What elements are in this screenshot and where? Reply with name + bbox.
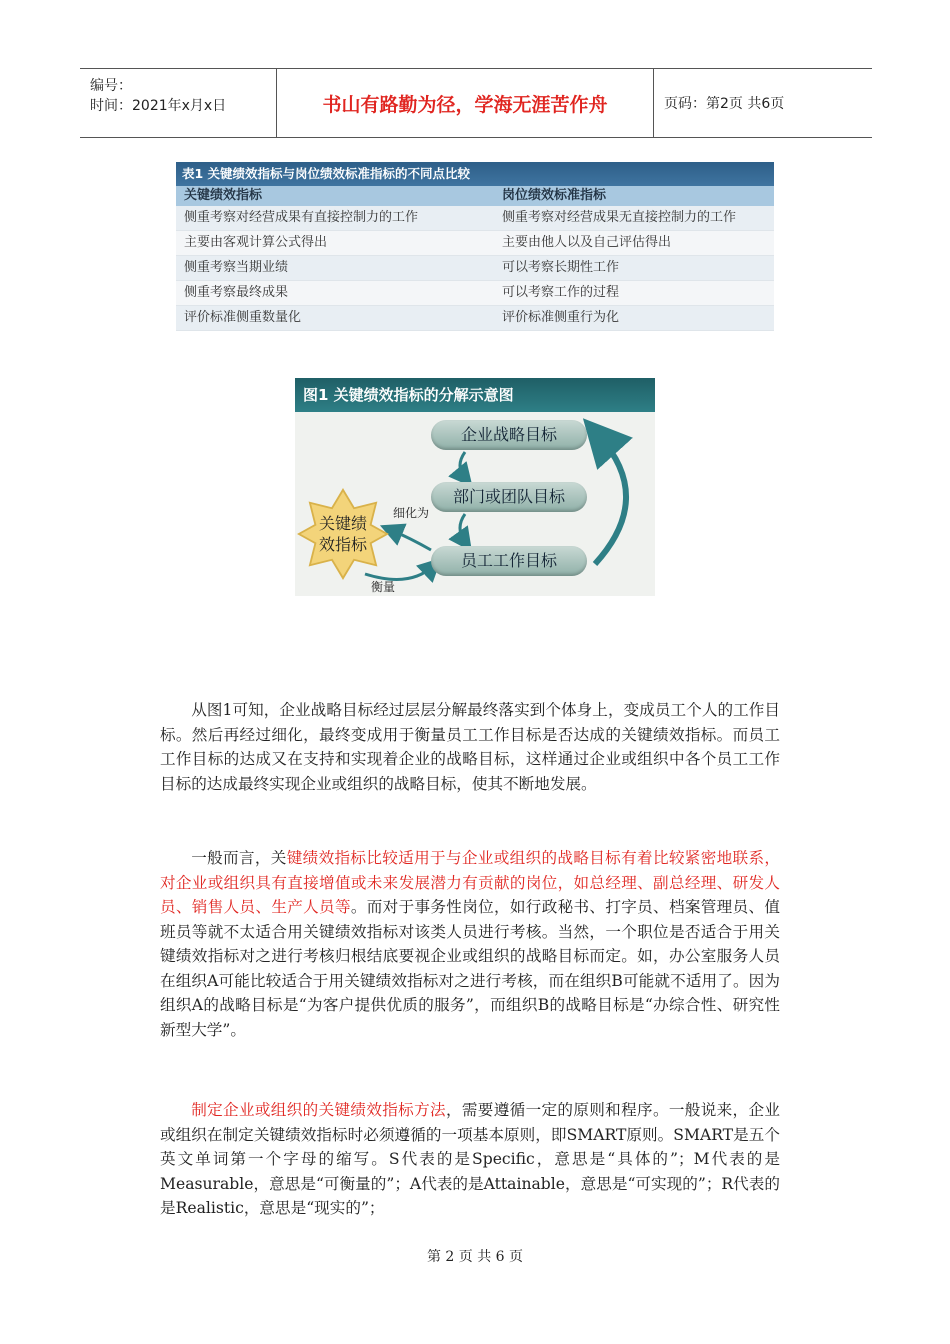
level-department-goal: 部门或团队目标: [431, 482, 587, 512]
measure-label: 衡量: [371, 580, 396, 594]
table-cell: 主要由他人以及自己评估得出: [502, 235, 672, 250]
table-cell: 侧重考察对经营成果无直接控制力的工作: [502, 210, 737, 225]
table-row: [176, 206, 774, 231]
table-cell: 侧重考察最终成果: [184, 285, 289, 300]
paragraph-3: [160, 1098, 780, 1221]
time-label: 时间：2021年x月x日: [90, 98, 227, 114]
table-row: [176, 281, 774, 306]
paragraph-2-intro: 一般而言，关: [191, 849, 287, 867]
kpi-label-line1: 关键绩: [318, 514, 367, 533]
level-corporate-strategy: 企业战略目标: [431, 420, 587, 450]
table-cell: 主要由客观计算公式得出: [184, 235, 328, 250]
comparison-table: [176, 162, 774, 330]
table-caption: 表1 关键绩效指标与岗位绩效标准指标的不同点比较: [176, 162, 774, 186]
refine-label: 细化为: [393, 506, 430, 520]
kpi-label: [307, 513, 379, 555]
paragraph-3-rest: ，需要遵循一定的原则和程序。一般说来，企业或组织在制定关键绩效指标时必须遵循的一项基本原则，即SMART原则。SMART是五个英文单词第一个字母的缩写。S代表的是Specific，意思是“具体的”；M代表的是Measurable，意思是“可衡量的”；A代表的是Attainable，意思是“可实现的”；R代表的是Realistic，意思是“现实的”；: [160, 1101, 780, 1217]
table-cell: 可以考察长期性工作: [502, 260, 620, 275]
table-cell: 侧重考察对经营成果有直接控制力的工作: [184, 210, 419, 225]
header-meta: [80, 69, 277, 137]
page-header: [80, 68, 872, 138]
number-label: 编号：: [90, 78, 132, 94]
table-header-cell: 关键绩效指标: [184, 188, 263, 203]
header-motto: 书山有路勤为径，学海无涯苦作舟: [277, 69, 654, 137]
page-footer: 第 2 页 共 6 页: [426, 1249, 524, 1265]
page-code: 页码：第2页 共6页: [664, 96, 785, 112]
level-employee-goal: 员工工作目标: [431, 546, 587, 576]
paragraph-2: [160, 846, 780, 1042]
table-header-row: [176, 186, 774, 206]
table-cell: 侧重考察当期业绩: [184, 260, 289, 275]
figure-caption: 图1 关键绩效指标的分解示意图: [295, 378, 655, 412]
table-cell: 评价标准侧重数量化: [184, 310, 302, 325]
kpi-label-line2: 效指标: [318, 535, 367, 554]
paragraph-2-highlight: 键绩效指标比较适用于与企业或组织的战略目标有着比较紧密地联系，对企业或组织具有直接增值或未来发展潜力有贡献的岗位，如总经理、副总经理、研发人员、销售人员、生产人员等: [160, 849, 780, 916]
kpi-decomposition-figure: [295, 378, 655, 596]
table-header-cell: 岗位绩效标准指标: [502, 188, 607, 203]
paragraph-1: [160, 698, 780, 796]
table-cell: 评价标准侧重行为化: [502, 310, 620, 325]
table-row: [176, 306, 774, 331]
table-cell: 可以考察工作的过程: [502, 285, 620, 300]
table-row: [176, 256, 774, 281]
arrow-down-1: [460, 452, 465, 478]
arrow-down-2: [460, 514, 465, 542]
paragraph-1-text: 从图1可知，企业战略目标经过层层分解最终落实到个体身上，变成员工个人的工作目标。然后再经过细化，最终变成用于衡量员工工作目标是否达成的关键绩效指标。而员工工作目标的达成又在支持和实现着企业的战略目标，这样通过企业或组织中各个员工工作目标的达成最终实现企业或组织的战略目标，使其不断地发展。: [160, 701, 780, 793]
paragraph-2-rest: 。而对于事务性岗位，如行政秘书、打字员、档案管理员、值班员等就不太适合用关键绩效指标对该类人员进行考核。当然，一个职位是否适合于用关键绩效指标对之进行考核归根结底要视企业或组织的战略目标而定。如，办公室服务人员在组织A可能比较适合于用关键绩效指标对之进行考核，而在组织B可能就不适用了。因为组织A的战略目标是“为客户提供优质的服务”，而组织B的战略目标是“办综合性、研究性新型大学”。: [160, 898, 780, 1039]
arrow-refine: [391, 530, 431, 550]
arrow-feedback: [595, 436, 626, 564]
paragraph-3-highlight: 制定企业或组织的关键绩效指标方法: [191, 1101, 446, 1119]
table-row: [176, 231, 774, 256]
